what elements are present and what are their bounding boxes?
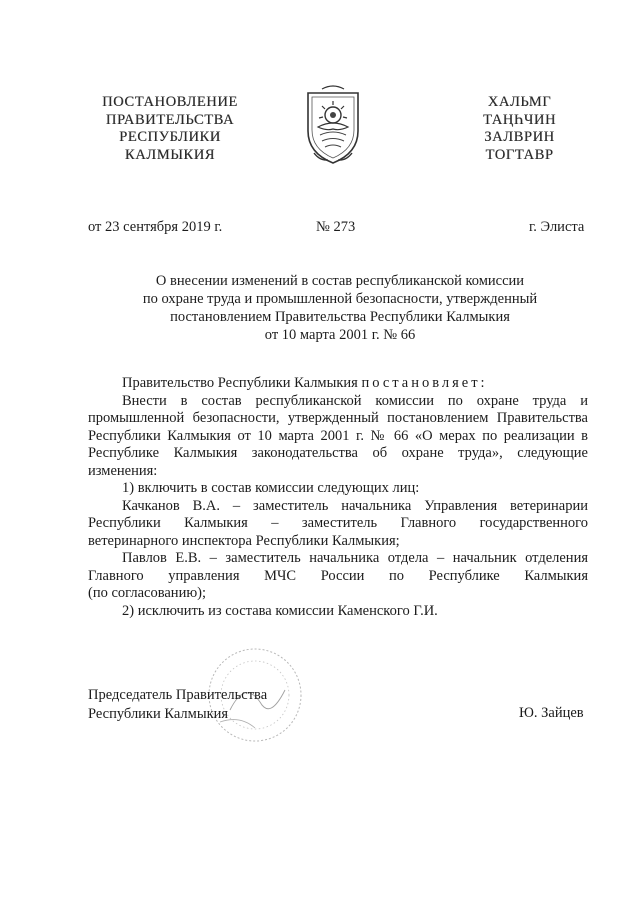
paragraph-line: Павлов Е.В. – заместитель начальника отдела – начальник отделения (122, 550, 588, 566)
paragraph-line: Внести в состав республиканской комиссии по охране труда и (122, 392, 588, 409)
signer-position-line: Республики Калмыкия (88, 706, 229, 722)
header-right-line: ЗАЛВРИН (484, 129, 555, 145)
list-item-2: 2) исключить из состава комиссии Каменского Г.И. (122, 602, 438, 619)
paragraph-1 (88, 393, 588, 481)
paragraph-line: (по согласованию); (88, 585, 207, 601)
title-line: от 10 марта 2001 г. № 66 (264, 327, 416, 343)
paragraph-line: Республики Калмыкия от 10 марта 2001 г. № 66 «О мерах по реализации в (88, 427, 588, 444)
signer-position (88, 686, 267, 724)
intro-prefix: Правительство Республики Калмыкия (122, 375, 358, 391)
document-title (90, 272, 590, 344)
paragraph-line: Главного управления МЧС России по Республике Калмыкия (88, 567, 588, 584)
header-right-line: ХАЛЬМГ (487, 94, 552, 110)
paragraph-line: Республике Калмыкия законодательства об охране труда», следующие (88, 445, 588, 461)
paragraph-line: изменения: (88, 462, 158, 479)
paragraph-line: Республики Калмыкия – заместитель Главного государственного (88, 515, 588, 531)
document-number: № 273 (316, 219, 356, 235)
paragraph-line: промышленной безопасности, утвержденный постановлением Правительства (88, 410, 588, 426)
intro-keyword: постановляет: (361, 375, 488, 391)
signer-position-line: Председатель Правительства (88, 687, 268, 703)
header-left-line: КАЛМЫКИЯ (124, 146, 216, 163)
list-item-1: 1) включить в состав комиссии следующих лиц: (122, 480, 420, 496)
title-line: по охране труда и промышленной безопасности, утвержденный (142, 291, 538, 307)
signer-name: Ю. Зайцев (519, 705, 584, 721)
header-left-line: РЕСПУБЛИКИ (119, 129, 221, 145)
person-2 (88, 550, 588, 603)
header-right-line: ТАҢҺЧИН (482, 111, 557, 128)
header-left-line: ПРАВИТЕЛЬСТВА (105, 111, 235, 128)
title-line: О внесении изменений в состав республиканской комиссии (155, 273, 525, 289)
paragraph-line: ветеринарного инспектора Республики Калмыкия; (88, 532, 400, 549)
document-city: г. Элиста (529, 219, 585, 235)
header-right-line: ТОГТАВР (485, 146, 554, 163)
document-date: от 23 сентября 2019 г. (88, 219, 223, 235)
title-line: постановлением Правительства Республики Калмыкия (170, 309, 510, 325)
header-left-line: ПОСТАНОВЛЕНИЕ (102, 94, 238, 110)
document-body (88, 375, 588, 620)
paragraph-line: Качканов В.А. – заместитель начальника Управления ветеринарии (122, 497, 588, 514)
coat-of-arms-emblem-icon (300, 83, 366, 168)
header-left-block (90, 94, 250, 164)
header-right-block (452, 94, 587, 164)
intro-paragraph (88, 375, 588, 393)
person-1 (88, 498, 588, 551)
